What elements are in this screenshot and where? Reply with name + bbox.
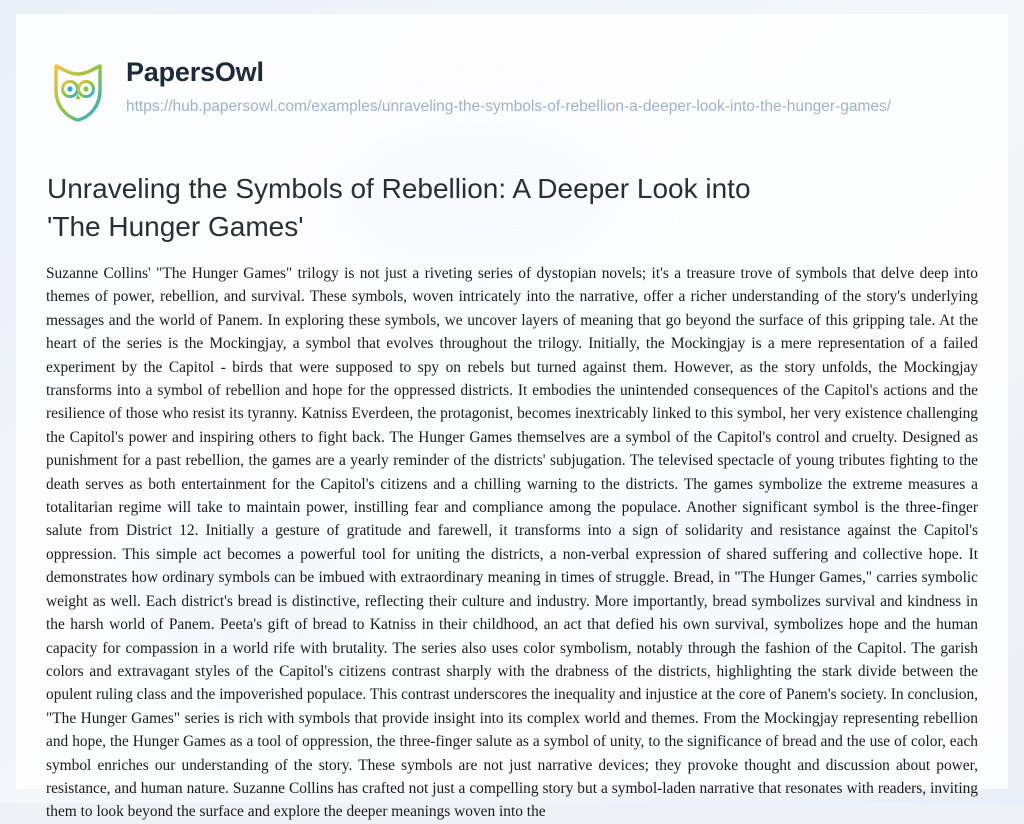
document-header <box>46 56 966 124</box>
article-body: Suzanne Collins' "The Hunger Games" trilogy is not just a riveting series of dystopian novels; it's a treasure trove of symbols that delve deep into themes of power, rebellion, and survival. These symbols, woven intricately into the narrative, offer a richer understanding of the story's underlying messages and the world of Panem. In exploring these symbols, we uncover layers of meaning that go beyond the surface of this gripping tale. At the heart of the series is the Mockingjay, a symbol that evolves throughout the trilogy. Initially, the Mockingjay is a mere representation of a failed experiment by the Capitol - birds that were supposed to spy on rebels but turned against them. However, as the story unfolds, the Mockingjay transforms into a symbol of rebellion and hope for the oppressed districts. It embodies the unintended consequences of the Capitol's actions and the resilience of those who resist its tyranny. Katniss Everdeen, the protagonist, becomes inextricably linked to this symbol, her very existence challenging the Capitol's power and inspiring others to fight back. The Hunger Games themselves are a symbol of the Capitol's control and cruelty. Designed as punishment for a past rebellion, the games are a yearly reminder of the districts' subjugation. The televised spectacle of young tributes fighting to the death serves as both entertainment for the Capitol's citizens and a chilling warning to the districts. The games symbolize the extreme measures a totalitarian regime will take to maintain power, instilling fear and compliance among the populace. Another significant symbol is the three-finger salute from District 12. Initially a gesture of gratitude and farewell, it transforms into a sign of solidarity and resistance against the Capitol's oppression. This simple act becomes a powerful tool for uniting the districts, a non-verbal expression of shared suffering and collective hope. It demonstrates how ordinary symbols can be imbued with extraordinary meaning in times of struggle. Bread, in "The Hunger Games," carries symbolic weight as well. Each district's bread is distinctive, reflecting their culture and industry. More importantly, bread symbolizes survival and kindness in the harsh world of Panem. Peeta's gift of bread to Katniss in their childhood, an act that defied his own survival, symbolizes hope and the human capacity for compassion in a world rife with brutality. The series also uses color symbolism, notably through the fashion of the Capitol. The garish colors and extravagant styles of the Capitol's citizens contrast sharply with the drabness of the districts, highlighting the stark divide between the opulent ruling class and the impoverished populace. This contrast underscores the inequality and injustice at the core of Panem's society. In conclusion, "The Hunger Games" series is rich with symbols that provide insight into its complex world and themes. From the Mockingjay representing rebellion and hope, the Hunger Games as a tool of oppression, the three-finger salute as a symbol of unity, to the significance of bread and the use of color, each symbol enriches our understanding of the story. These symbols are not just narrative devices; they provoke thought and discussion about power, resistance, and human nature. Suzanne Collins has crafted not just a compelling story but a symbol-laden narrative that resonates with readers, inviting them to look beyond the surface and explore the deeper meanings woven into the <box>46 265 978 821</box>
page-title: Unraveling the Symbols of Rebellion: A Deeper Look into 'The Hunger Games' <box>47 173 751 242</box>
source-url[interactable]: https://hub.papersowl.com/examples/unraveling-the-symbols-of-rebellion-a-deeper-look-into-the-hunger-games/ <box>126 97 892 115</box>
brand-block <box>126 56 966 118</box>
owl-icon <box>46 60 110 124</box>
brand-name: PapersOwl <box>126 57 264 87</box>
